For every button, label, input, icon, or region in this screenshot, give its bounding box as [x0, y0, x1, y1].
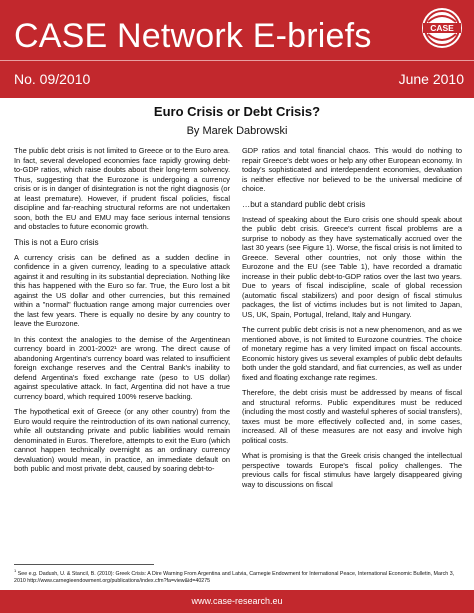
body-paragraph: The hypothetical exit of Greece (or any other country) from the Euro would require the reintroduction of its own national currency, while all outstanding private and public liabilities would remain denominated in Euros. Therefore, attempts to exit the Euro (which cannot happen technically overnight as an ordinary currency devaluation) would mean, in practice, an immediate default on both public and most private debt, caused by soaring debt-to- [14, 407, 230, 473]
left-column [14, 146, 230, 480]
footnote-rule [14, 564, 154, 565]
section-heading: This is not a Euro crisis [14, 237, 99, 247]
body-paragraph: In this context the analogies to the demise of the Argentinean currency board in 2001-2002¹ are wrong. The direct cause of abandoning Argentina's currency board was related to insufficient foreign exchange reserves and the Central Bank's inability to defend Argentina's fixed exchange rate (peso to US dollar) against speculative attack. In fact, Argentina did not have a true currency board, which required 100% reserve backing. [14, 334, 230, 401]
body-paragraph: GDP ratios and total financial chaos. This would do nothing to repair Greece's debt woes or help any other European economy. In today's sophisticated and interdependent economies, devaluation is neither effective nor believed to be the universal medicine of choice. [242, 146, 462, 193]
banner-divider [0, 60, 474, 61]
article-title: Euro Crisis or Debt Crisis? [153, 104, 321, 119]
issue-number: No. 09/2010 [14, 71, 91, 87]
logo-lettering: CASE [430, 23, 454, 33]
publication-title: CASE Network E-briefs [14, 17, 372, 55]
body-paragraph: Instead of speaking about the Euro crisis one should speak about the public debt crisis. Greece's current fiscal problems are a surprise to nobody as they have systematically accrued over the last 30 years (see Figure 1). Worse, the fiscal crisis is not limited to Greece. Several other countries, not only those within the Eurozone and the EU (see Table 1), have recorded a dramatic increase in their public debt-to-GDP ratios over the last two years. Due to years of fiscal indiscipline, scale of global recession (automatic fiscal stabilizers) and poor design of fiscal stimulus packages, the list of victims includes but is not limited to Japan, US, UK, Spain, Portugal, Ireland, Italy and Hungary. [242, 214, 462, 319]
header-banner [0, 0, 474, 98]
issue-date: June 2010 [398, 71, 464, 87]
section-heading: …but a standard public debt crisis [242, 199, 366, 209]
footnote-text: See e.g. Dadush, U. & Stancil, B. (2010): Greek Crisis: A Dire Warning From Argentina and Latvia, Carnegie Endowment for International Peace, International Economic Bulletin, March 3, 2010 http://www.carnegieendowment.org/publications/index.cfm?fa=view&id=40275 [14, 570, 455, 584]
footnote-marker: 1 [14, 568, 17, 573]
body-paragraph: What is promising is that the Greek crisis changed the intellectual perspective towards Europe's fiscal policy challenges. The previous calls for fiscal stimulus have largely disappeared giving way to discussions on fiscal [242, 451, 462, 489]
footer-url[interactable]: www.case-research.eu [191, 596, 283, 606]
article-byline: By Marek Dabrowski [186, 125, 288, 137]
body-paragraph: Therefore, the debt crisis must be addressed by means of fiscal and structural reforms. Public expenditures must be reduced (including the most costly and wasteful spheres of social transfers), taxes must be more effectively collected and, in some cases, increased. All of these measures are not easy and involve high political costs. [242, 388, 462, 445]
body-paragraph: A currency crisis can be defined as a sudden decline in confidence in a given currency, leading to a speculative attack against it and resulting in its substantial depreciation. Nothing like this has happened with the Euro so far. True, the Euro lost a bit against the US dollar and other currencies, but this remained within a "normal" fluctuation range among major currencies over the last few years. There is equally no desire by any country to leave the Eurozone. [14, 252, 230, 328]
issue-row [14, 66, 464, 92]
footer-bar [0, 590, 474, 613]
body-paragraph: The public debt crisis is not limited to Greece or to the Euro area. In fact, several developed economies face rapidly growing debt-to-GDP ratios, which raise doubts about their long-term solvency. Thus, suggesting that the Eurozone is undergoing a currency crisis or is in danger of disintegration is not the right diagnosis (or at least premature). However, if prudent fiscal policies, fiscal discipline and far-reaching structural reforms are not undertaken soon, both the EU and EMU may face serious internal tensions and obstacles to future economic growth. [14, 146, 230, 231]
footnote [14, 567, 462, 585]
case-logo [418, 4, 466, 52]
body-paragraph: The current public debt crisis is not a new phenomenon, and as we mentioned above, is not limited to Eurozone countries. The choice of monetary regime has a very limited impact on fiscal accounts. Economic history gives us several examples of public debt defaults both under the gold standard, and fiat currencies, as well as under fixed and floating exchange rate regimes. [242, 325, 462, 382]
right-column [242, 146, 462, 495]
